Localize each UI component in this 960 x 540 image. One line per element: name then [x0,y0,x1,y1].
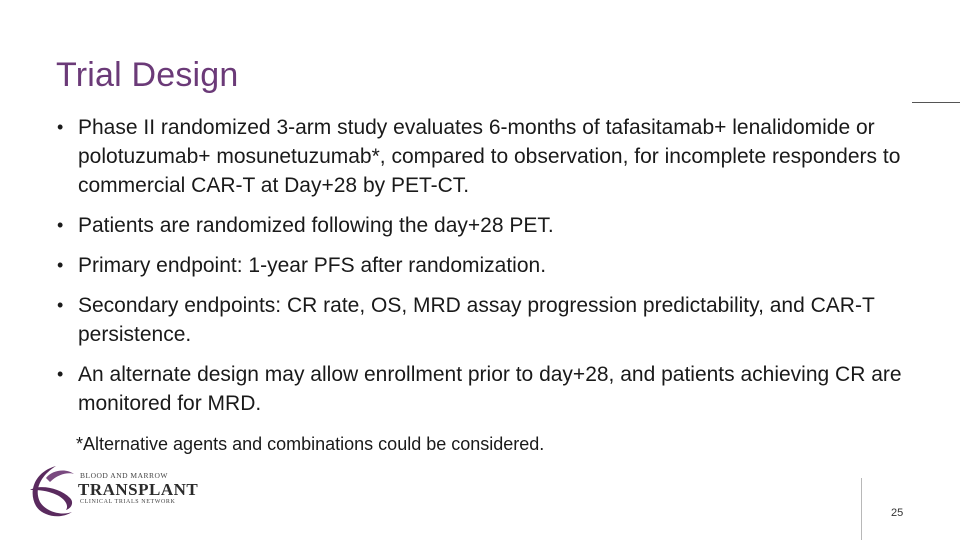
page-number: 25 [891,507,904,519]
bullet-study-design: • Phase II randomized 3-arm study evaluates 6-months of tafasitamab+ lenalidomide or polotuzumab+ mosunetuzumab*, compared to observation, for incomplete responders to commercial CAR-T at Day+28 by PET-CT. [56,113,926,200]
page-number-divider [861,478,862,540]
logo-swoosh-icon [26,462,82,522]
bullet-primary-endpoint: • Primary endpoint: 1-year PFS after randomization. [56,251,926,280]
footnote: *Alternative agents and combinations could be considered. [76,434,545,454]
bullet-list [56,113,926,429]
bullet-secondary-endpoints: • Secondary endpoints: CR rate, OS, MRD assay progression predictability, and CAR-T persistence. [56,291,926,349]
logo-bottom-text: CLINICAL TRIALS NETWORK [80,499,176,505]
bullet-randomization: • Patients are randomized following the day+28 PET. [56,211,926,240]
logo-top-text: BLOOD AND MARROW [80,471,169,480]
bmt-ctn-logo [26,462,206,522]
slide-title: Trial Design [56,56,239,94]
title-divider [912,102,960,103]
logo-main-text: TRANSPLANT [78,480,199,499]
bullet-alternate-design: • An alternate design may allow enrollment prior to day+28, and patients achieving CR are monitored for MRD. [56,360,926,418]
